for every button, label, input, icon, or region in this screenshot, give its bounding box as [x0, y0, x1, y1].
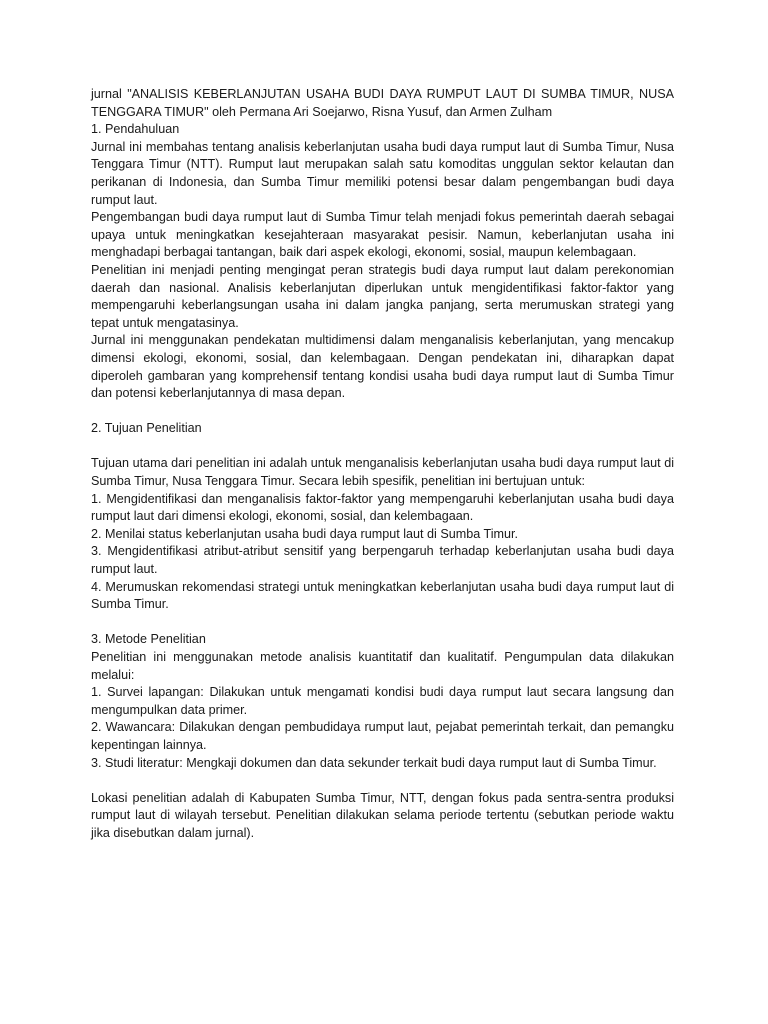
spacer	[91, 438, 674, 456]
spacer	[91, 403, 674, 421]
spacer	[91, 614, 674, 632]
list-item: 1. Survei lapangan: Dilakukan untuk mengamati kondisi budi daya rumput laut secara langsung dan mengumpulkan data primer.	[91, 685, 674, 717]
paragraph: Lokasi penelitian adalah di Kabupaten Sumba Timur, NTT, dengan fokus pada sentra-sentra produksi rumput laut di wilayah tersebut. Penelitian dilakukan selama periode tertentu (sebutkan periode waktu jika disebutkan dalam jurnal).	[91, 790, 674, 840]
paragraph: Pengembangan budi daya rumput laut di Sumba Timur telah menjadi fokus pemerintah daerah sebagai upaya untuk meningkatkan kesejahteraan masyarakat pesisir. Namun, keberlanjutan usaha ini menghadapi berbagai tantangan, baik dari aspek ekologi, ekonomi, sosial, maupun kelembagaan.	[91, 210, 674, 260]
document-title: jurnal "ANALISIS KEBERLANJUTAN USAHA BUDI DAYA RUMPUT LAUT DI SUMBA TIMUR, NUSA TENGGARA TIMUR" oleh Permana Ari Soejarwo, Risna Yusuf, dan Armen Zulham	[91, 87, 674, 119]
section-heading-tujuan: 2. Tujuan Penelitian	[91, 421, 202, 436]
paragraph: Jurnal ini membahas tentang analisis keberlanjutan usaha budi daya rumput laut di Sumba Timur, Nusa Tenggara Timur (NTT). Rumput laut merupakan salah satu komoditas unggulan sektor kelautan dan perikanan di Indonesia, dan Sumba Timur memiliki potensi besar dalam pengembangan budi daya rumput laut.	[91, 139, 674, 207]
list-item: 3. Mengidentifikasi atribut-atribut sensitif yang berpengaruh terhadap keberlanjutan usaha budi daya rumput laut.	[91, 544, 674, 577]
paragraph: Jurnal ini menggunakan pendekatan multidimensi dalam menganalisis keberlanjutan, yang mencakup dimensi ekologi, ekonomi, sosial, dan kelembagaan. Dengan pendekatan ini, diharapkan dapat diperoleh gambaran yang komprehensif tentang kondisi usaha budi daya rumput laut di Sumba Timur dan potensi keberlanjutannya di masa depan.	[91, 333, 674, 401]
list-item: 2. Menilai status keberlanjutan usaha budi daya rumput laut di Sumba Timur.	[91, 526, 519, 541]
paragraph: Tujuan utama dari penelitian ini adalah untuk menganalisis keberlanjutan usaha budi daya rumput laut di Sumba Timur, Nusa Tenggara Timur. Secara lebih spesifik, penelitian ini bertujuan untuk:	[91, 456, 674, 489]
list-item: 2. Wawancara: Dilakukan dengan pembudidaya rumput laut, pejabat pemerintah terkait, dan pemangku kepentingan lainnya.	[91, 720, 674, 752]
section-heading-metode: 3. Metode Penelitian	[91, 632, 206, 647]
document-body	[91, 86, 674, 843]
list-item: 1. Mengidentifikasi dan menganalisis faktor-faktor yang mempengaruhi keberlanjutan usaha budi daya rumput laut dari dimensi ekologi, ekonomi, sosial, dan kelembagaan.	[91, 491, 674, 524]
paragraph: Penelitian ini menjadi penting mengingat peran strategis budi daya rumput laut dalam perekonomian daerah dan nasional. Analisis keberlanjutan diperlukan untuk mengidentifikasi faktor-faktor yang mempengaruhi keberlangsungan usaha ini dalam jangka panjang, serta merumuskan strategi yang tepat untuk mengatasinya.	[91, 262, 674, 330]
list-item: 4. Merumuskan rekomendasi strategi untuk meningkatkan keberlanjutan usaha budi daya rumput laut di Sumba Timur.	[91, 579, 674, 612]
list-item: 3. Studi literatur: Mengkaji dokumen dan data sekunder terkait budi daya rumput laut di Sumba Timur.	[91, 755, 657, 770]
spacer	[91, 772, 674, 790]
section-heading-pendahuluan: 1. Pendahuluan	[91, 122, 180, 137]
paragraph: Penelitian ini menggunakan metode analisis kuantitatif dan kualitatif. Pengumpulan data dilakukan melalui:	[91, 650, 674, 682]
